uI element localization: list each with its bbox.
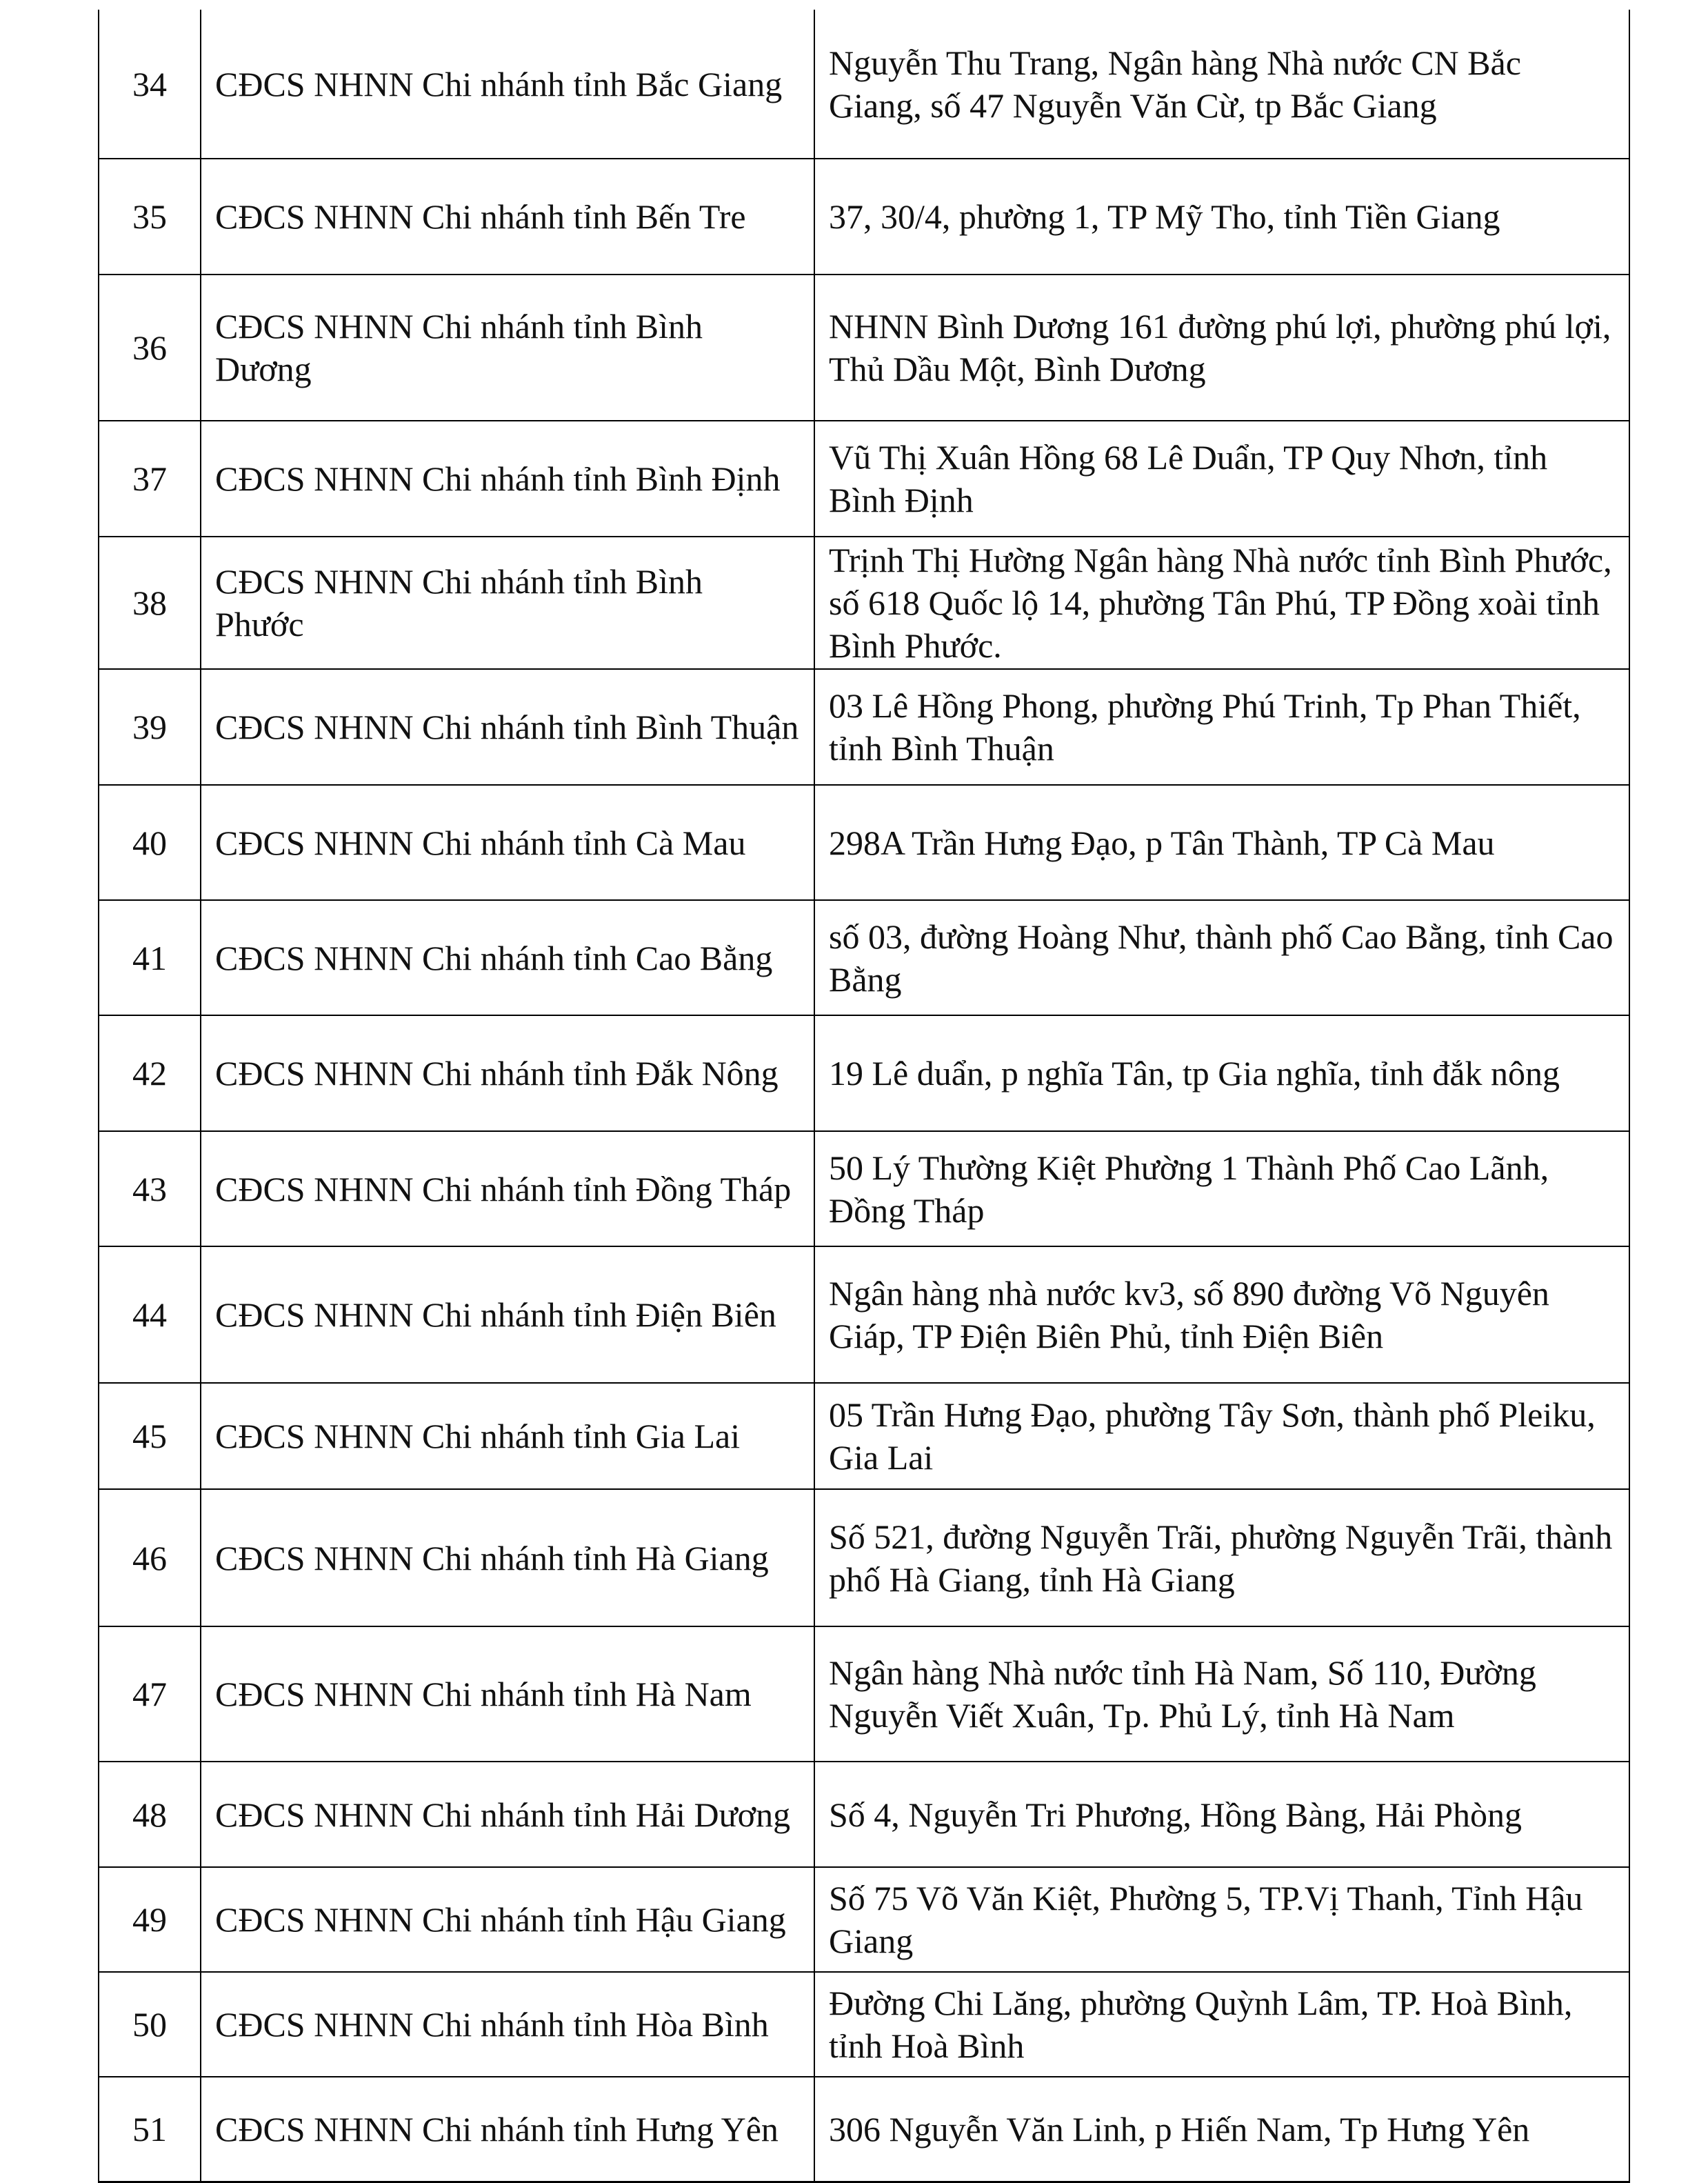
address: Số 4, Nguyễn Tri Phương, Hồng Bàng, Hải Phòng [814,1762,1629,1867]
address: 19 Lê duẩn, p nghĩa Tân, tp Gia nghĩa, tỉnh đắk nông [814,1015,1629,1131]
table-row [99,159,1629,275]
table-row [99,537,1629,669]
table-row [99,785,1629,900]
table-row [99,669,1629,785]
table-row [99,1626,1629,1762]
union-name: CĐCS NHNN Chi nhánh tỉnh Đắk Nông [201,1015,814,1131]
address: 306 Nguyễn Văn Linh, p Hiến Nam, Tp Hưng Yên [814,2077,1629,2182]
address: Nguyễn Thu Trang, Ngân hàng Nhà nước CN Bắc Giang, số 47 Nguyễn Văn Cừ, tp Bắc Giang [814,10,1629,159]
address: 03 Lê Hồng Phong, phường Phú Trinh, Tp Phan Thiết, tỉnh Bình Thuận [814,669,1629,785]
row-number: 43 [99,1131,201,1246]
union-name: CĐCS NHNN Chi nhánh tỉnh Bình Phước [201,537,814,669]
table-row [99,10,1629,159]
union-name: CĐCS NHNN Chi nhánh tỉnh Gia Lai [201,1383,814,1489]
table-row [99,1762,1629,1867]
row-number: 36 [99,275,201,421]
branch-address-table [98,10,1630,2183]
address: Số 75 Võ Văn Kiệt, Phường 5, TP.Vị Thanh, Tỉnh Hậu Giang [814,1867,1629,1972]
address: NHNN Bình Dương 161 đường phú lợi, phường phú lợi, Thủ Dầu Một, Bình Dương [814,275,1629,421]
table-body [99,10,1629,2182]
row-number: 49 [99,1867,201,1972]
address: Vũ Thị Xuân Hồng 68 Lê Duẩn, TP Quy Nhơn, tỉnh Bình Định [814,421,1629,537]
table-row [99,275,1629,421]
union-name: CĐCS NHNN Chi nhánh tỉnh Bình Dương [201,275,814,421]
union-name: CĐCS NHNN Chi nhánh tỉnh Bình Định [201,421,814,537]
table-row [99,1972,1629,2077]
table-row [99,1383,1629,1489]
address: Ngân hàng Nhà nước tỉnh Hà Nam, Số 110, Đường Nguyễn Viết Xuân, Tp. Phủ Lý, tỉnh Hà Nam [814,1626,1629,1762]
union-name: CĐCS NHNN Chi nhánh tỉnh Bình Thuận [201,669,814,785]
row-number: 35 [99,159,201,275]
union-name: CĐCS NHNN Chi nhánh tỉnh Điện Biên [201,1246,814,1383]
address: 37, 30/4, phường 1, TP Mỹ Tho, tỉnh Tiền Giang [814,159,1629,275]
row-number: 50 [99,1972,201,2077]
row-number: 48 [99,1762,201,1867]
union-name: CĐCS NHNN Chi nhánh tỉnh Hải Dương [201,1762,814,1867]
table-row [99,1131,1629,1246]
row-number: 42 [99,1015,201,1131]
union-name: CĐCS NHNN Chi nhánh tỉnh Bắc Giang [201,10,814,159]
row-number: 51 [99,2077,201,2182]
table-row [99,1015,1629,1131]
union-name: CĐCS NHNN Chi nhánh tỉnh Hà Nam [201,1626,814,1762]
row-number: 38 [99,537,201,669]
union-name: CĐCS NHNN Chi nhánh tỉnh Bến Tre [201,159,814,275]
row-number: 34 [99,10,201,159]
address: 50 Lý Thường Kiệt Phường 1 Thành Phố Cao Lãnh, Đồng Tháp [814,1131,1629,1246]
table-row [99,1246,1629,1383]
address: Ngân hàng nhà nước kv3, số 890 đường Võ Nguyên Giáp, TP Điện Biên Phủ, tỉnh Điện Biên [814,1246,1629,1383]
row-number: 41 [99,900,201,1015]
union-name: CĐCS NHNN Chi nhánh tỉnh Hưng Yên [201,2077,814,2182]
union-name: CĐCS NHNN Chi nhánh tỉnh Hậu Giang [201,1867,814,1972]
row-number: 40 [99,785,201,900]
union-name: CĐCS NHNN Chi nhánh tỉnh Hòa Bình [201,1972,814,2077]
union-name: CĐCS NHNN Chi nhánh tỉnh Cà Mau [201,785,814,900]
table-row [99,2077,1629,2182]
row-number: 46 [99,1489,201,1626]
address: Đường Chi Lăng, phường Quỳnh Lâm, TP. Hoà Bình, tỉnh Hoà Bình [814,1972,1629,2077]
union-name: CĐCS NHNN Chi nhánh tỉnh Đồng Tháp [201,1131,814,1246]
row-number: 39 [99,669,201,785]
table-row [99,421,1629,537]
row-number: 37 [99,421,201,537]
row-number: 45 [99,1383,201,1489]
address: Trịnh Thị Hường Ngân hàng Nhà nước tỉnh Bình Phước, số 618 Quốc lộ 14, phường Tân Phú, TP Đồng xoài tỉnh Bình Phước. [814,537,1629,669]
address: Số 521, đường Nguyễn Trãi, phường Nguyễn Trãi, thành phố Hà Giang, tỉnh Hà Giang [814,1489,1629,1626]
table-row [99,1867,1629,1972]
address: 05 Trần Hưng Đạo, phường Tây Sơn, thành phố Pleiku, Gia Lai [814,1383,1629,1489]
table-row [99,1489,1629,1626]
address: số 03, đường Hoàng Như, thành phố Cao Bằng, tỉnh Cao Bằng [814,900,1629,1015]
row-number: 44 [99,1246,201,1383]
address: 298A Trần Hưng Đạo, p Tân Thành, TP Cà Mau [814,785,1629,900]
union-name: CĐCS NHNN Chi nhánh tỉnh Cao Bằng [201,900,814,1015]
table-row [99,900,1629,1015]
union-name: CĐCS NHNN Chi nhánh tỉnh Hà Giang [201,1489,814,1626]
row-number: 47 [99,1626,201,1762]
